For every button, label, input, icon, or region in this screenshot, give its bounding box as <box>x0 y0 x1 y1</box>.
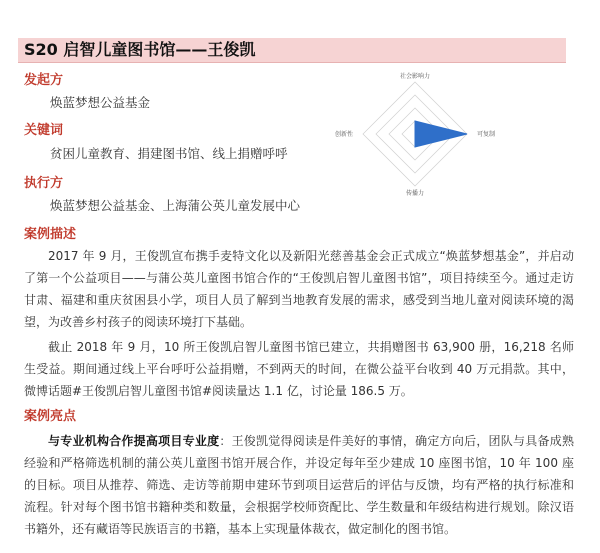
radar-label-top: 社会影响力 <box>399 73 431 80</box>
radar-label-left: 创新性 <box>334 131 353 138</box>
case-description-label: 案例描述 <box>24 227 77 242</box>
case-description-paragraph-2: 截止 2018 年 9 月，10 所王俊凯启智儿童图书馆已建立，共捐赠图书 63,900 册，16,218 名师生受益。期间通过线上平台呼吁公益捐赠，不到两天的时间，在微公益平台收到 40 万元捐款。其中，微博话题#王俊凯启智儿童图书馆#阅读量达 1.1 亿，讨论量 186.5 万。 <box>24 340 574 398</box>
initiator-value: 焕蓝梦想公益基金 <box>50 95 151 110</box>
radar-svg <box>334 70 496 200</box>
executor-label: 执行方 <box>24 176 64 191</box>
title-bar <box>18 38 566 63</box>
radar-chart <box>334 70 496 200</box>
page-title: S20 启智儿童图书馆——王俊凯 <box>24 40 256 59</box>
executor-value: 焕蓝梦想公益基金、上海蒲公英儿童发展中心 <box>50 198 301 213</box>
radar-label-right: 可复制 <box>477 131 496 138</box>
initiator-label: 发起方 <box>24 73 64 88</box>
case-highlights-lead: 与专业机构合作提高项目专业度 <box>48 434 220 448</box>
case-highlights-text: ：王俊凯觉得阅读是件美好的事情，确定方向后，团队与具备成熟经验和严格筛选机制的蒲公英儿童图书馆开展合作，并设定每年至少建成 10 座图书馆，10 年 100 座的目标。项目从推荐、筛选、走访等前期申建环节到项目运营后的评估与反馈，均有严格的执行标准和流程。针对每个图书馆书籍种类和数量，会根据学校师资配比、学生数量和年级结构进行规划。除汉语书籍外，还有藏语等民族语言的书籍，基本上实现量体裁衣，做定制化的图书馆。 <box>24 434 574 536</box>
case-highlights-label: 案例亮点 <box>24 409 77 424</box>
keywords-value: 贫困儿童教育、捐建图书馆、线上捐赠呼呼 <box>50 146 288 161</box>
keywords-label: 关键词 <box>24 123 64 138</box>
radar-label-bottom: 传播力 <box>405 190 425 197</box>
radar-value-shape <box>415 121 467 147</box>
case-description-paragraph-1: 2017 年 9 月，王俊凯宣布携手麦特文化以及新阳光慈善基金会正式成立“焕蓝梦想基金”，并启动了第一个公益项目——与蒲公英儿童图书馆合作的“王俊凯启智儿童图书馆”，项目持续至今。通过走访甘肃、福建和重庆贫困县小学，项目人员了解到当地教育发展的需求，感受到当地儿童对阅读环境的渴望，为改善乡村孩子的阅读环境打下基础。 <box>24 249 574 329</box>
case-highlights-paragraph <box>24 430 574 540</box>
